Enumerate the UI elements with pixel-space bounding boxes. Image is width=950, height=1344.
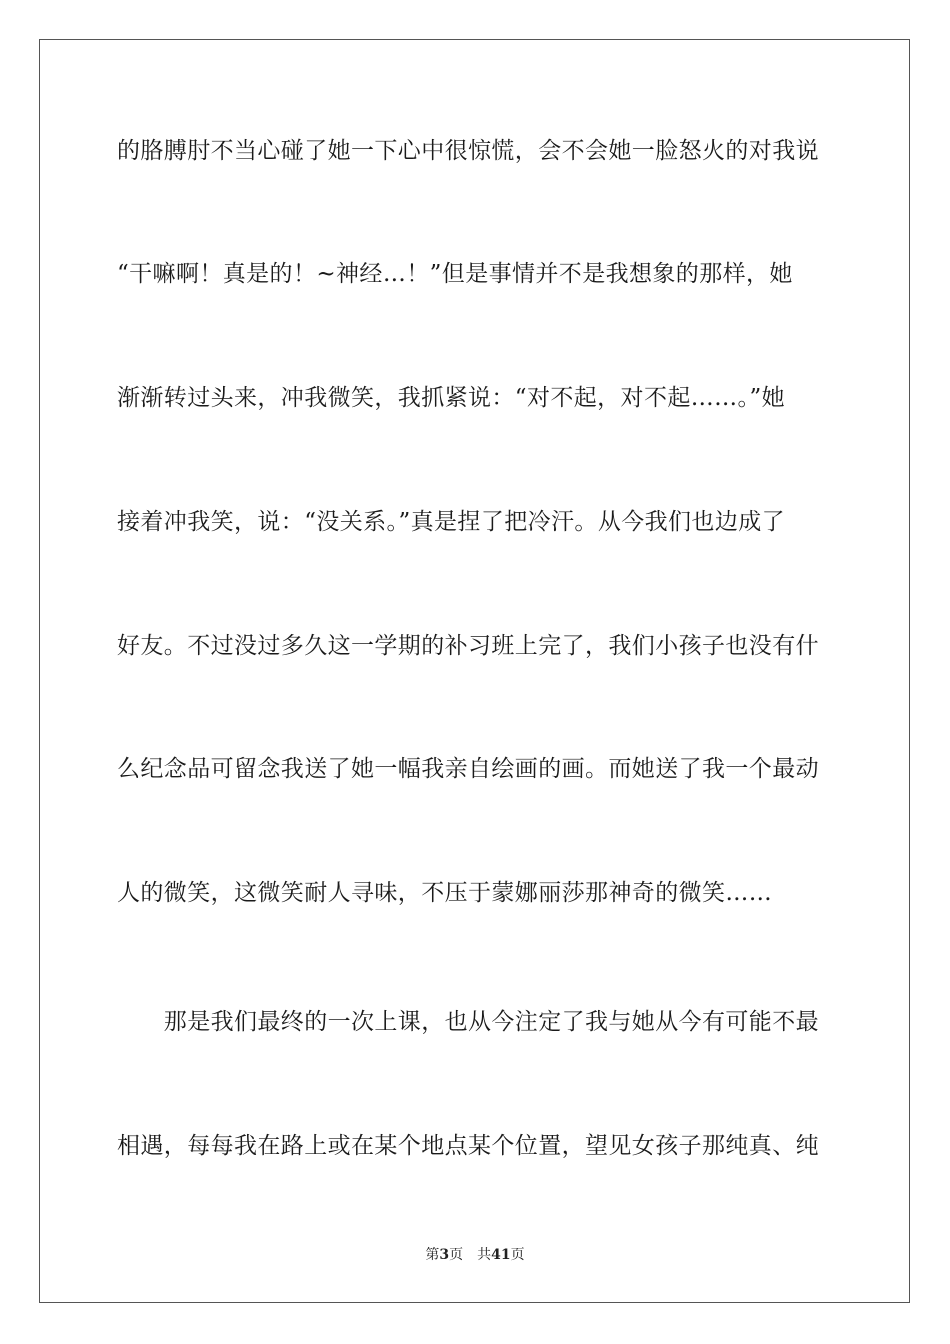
paragraph-line: 渐渐转过头来，冲我微笑，我抓紧说：“对不起，对不起……。”她: [117, 385, 786, 411]
paragraph-line: 的胳膊肘不当心碰了她一下心中很惊慌，会不会她一脸怒火的对我说: [117, 138, 819, 164]
page-footer: [0, 1246, 950, 1264]
total-prefix: 共: [477, 1247, 492, 1263]
page-number: 3: [439, 1247, 450, 1263]
page-border: [39, 39, 910, 1303]
paragraph-line: 人的微笑，这微笑耐人寻味，不压于蒙娜丽莎那神奇的微笑……: [117, 880, 773, 906]
paragraph-line: 那是我们最终的一次上课，也从今注定了我与她从今有可能不最: [117, 1009, 819, 1035]
total-pages: 41: [491, 1247, 511, 1263]
page-prefix: 第: [425, 1247, 440, 1263]
paragraph-line: 好友。不过没过多久这一学期的补习班上完了，我们小孩子也没有什: [117, 633, 819, 659]
paragraph-line: 么纪念品可留念我送了她一幅我亲自绘画的画。而她送了我一个最动: [117, 756, 819, 782]
paragraph-line: “干嘛啊！真是的！~神经…！”但是事情并不是我想象的那样，她: [117, 261, 793, 287]
paragraph-line: 相遇，每每我在路上或在某个地点某个位置，望见女孩子那纯真、纯: [117, 1133, 819, 1159]
page-suffix: 页: [449, 1247, 464, 1263]
total-suffix: 页: [510, 1247, 525, 1263]
paragraph-line: 接着冲我笑，说：“没关系。”真是捏了把冷汗。从今我们也边成了: [117, 509, 786, 535]
